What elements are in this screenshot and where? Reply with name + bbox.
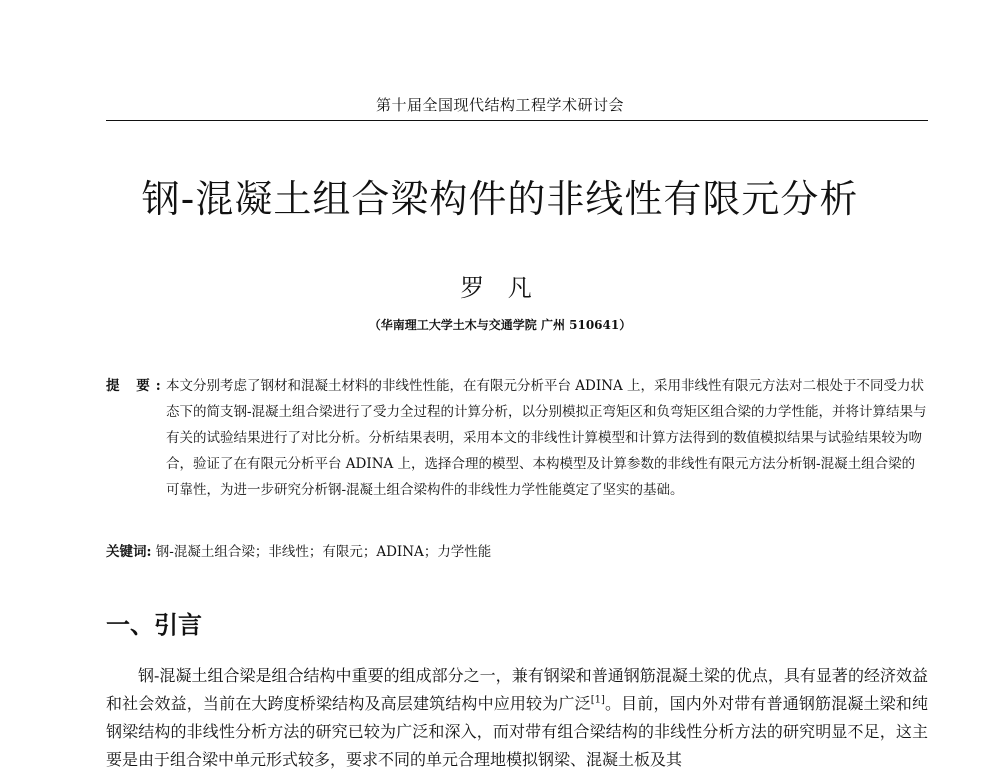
abstract-block <box>106 373 928 503</box>
introduction-paragraph <box>106 662 928 774</box>
abstract-text: 本文分别考虑了钢材和混凝土材料的非线性性能，在有限元分析平台 ADINA 上，采用非线性有限元方法对二根处于不同受力状态下的简支钢-混凝土组合梁进行了受力全过程的计算分析，以分别模拟正弯矩区和负弯矩区组合梁的力学性能，并将计算结果与有关的试验结果进行了对比分析。分析结果表明，采用本文的非线性计算模型和计算方法得到的数值模拟结果与试验结果较为吻合，验证了在有限元分析平台 ADINA 上，选择合理的模型、本构模型及计算参数的非线性有限元方法分析钢-混凝土组合梁的可靠性，为进一步研究分析钢-混凝土组合梁构件的非线性力学性能奠定了坚实的基础。 <box>166 378 927 498</box>
keywords-label: 关键词: <box>106 544 152 560</box>
paragraph-text: 。目前，国内外对带有普通钢筋混凝土梁和纯钢梁结构的非线性分析方法的研究已较为广泛和深入，而对带有组合梁结构的非线性分析方法的研究明显不足，这主要是由于组合梁中单元形式较多，要求不同的单元合理地模拟钢梁、混凝土板及其 <box>106 694 928 769</box>
keyword-separator: ； <box>423 544 438 560</box>
keywords-line <box>106 540 928 560</box>
keyword-separator: ； <box>308 544 323 560</box>
section-heading-introduction: 一、引言 <box>106 611 202 639</box>
keyword-item: 有限元 <box>322 544 363 560</box>
citation-marker: [1] <box>590 694 605 706</box>
paper-author: 罗 凡 <box>460 274 540 302</box>
keyword-item: 钢-混凝土组合梁 <box>155 544 255 560</box>
paragraph-text: 钢-混凝土组合梁是组合结构中重要的组成部分之一，兼有钢梁和普通钢筋混凝土梁的优点，具有显著的经济效益和社会效益，当前在大跨度桥梁结构及高层建筑结构中应用较为广泛 <box>106 666 928 713</box>
keyword-separator: ； <box>254 544 269 560</box>
keyword-separator: ； <box>362 544 377 560</box>
header-rule <box>106 120 928 121</box>
paper-title: 钢-混凝土组合梁构件的非线性有限元分析 <box>141 177 859 221</box>
keyword-item: 力学性能 <box>437 544 492 560</box>
paper-affiliation: （华南理工大学土木与交通学院 广州 510641） <box>368 318 632 332</box>
running-header: 第十届全国现代结构工程学术研讨会 <box>375 96 624 114</box>
keyword-item: 非线性 <box>268 544 309 560</box>
keyword-item: ADINA <box>376 544 424 560</box>
abstract-label: 提 要: <box>106 378 167 394</box>
